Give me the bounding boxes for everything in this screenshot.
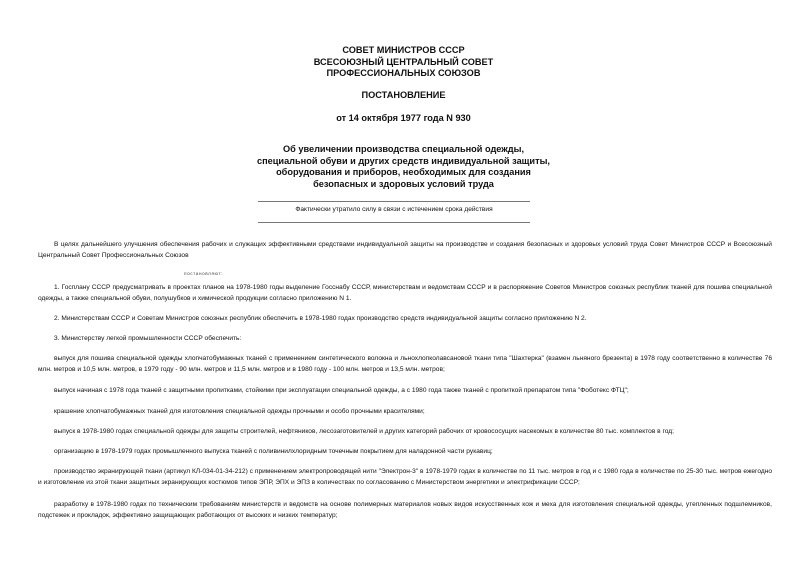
paragraph-text: производство экранирующей ткани (артикул КЛ-034-01-34-212) с применением электропроводящей нити "Электрон-3" в 1978-1979 годах в количестве по 11 тыс. метров в год и с 1980 года в количестве по 25-30 тыс. метров ежегодно и изготовление из этой ткани защитных экранирующих костюмов типов ЭПР, ЭПХ и ЭПЗ в количествах по согласованию с Министерством энергетики и электрификации СССР; — [38, 468, 772, 487]
issuer-line: ПРОФЕССИОНАЛЬНЫХ СОЮЗОВ — [326, 68, 481, 78]
paragraph-2 — [38, 313, 772, 324]
document-type: ПОСТАНОВЛЕНИЕ — [361, 90, 446, 100]
status-note-box — [258, 201, 530, 223]
paragraph-3 — [38, 333, 772, 344]
paragraph-text: крашение хлопчатобумажных тканей для изготовления специальной одежды прочными и особо прочными красителями; — [54, 408, 425, 415]
paragraph-3f — [38, 466, 772, 488]
paragraph-text: выпуск начиная с 1978 года тканей с защитными пропитками, стойкими при эксплуатации специальной одежды, а с 1980 года также тканей с пропиткой препаратом типа "Фоботекс ФТЦ"; — [54, 387, 629, 394]
paragraph-1 — [38, 282, 772, 304]
intro-text: В целях дальнейшего улучшения обеспечения рабочих и служащих эффективными средствами индивидуальной защиты на производстве и создания безопасных и здоровых условий труда Совет Министров СССР и Всесоюзный Центральный Совет Профессиональных Союзов — [38, 241, 772, 260]
issuer-heading — [0, 45, 807, 80]
paragraph-3e — [38, 446, 772, 457]
title-line: Об увеличении производства специальной одежды, — [282, 144, 525, 154]
paragraph-text: выпуск для пошива специальной одежды хлопчатобумажных тканей с применением синтетического волокна и льнохлопколавсановой ткани типа "Шахтерка" (взамен льняного брезента) в 1978 году соответственно в количестве 76 млн. метров и 10,5 млн. метров, в 1979 году - 90 млн. метров и 11,5 млн. метров и в 1980 году - 100 млн. метров и 13,5 млн. метров; — [38, 355, 772, 374]
document-date: от 14 октября 1977 года N 930 — [336, 113, 471, 123]
resolves-label: постановляют: — [184, 271, 224, 276]
issuer-line: СОВЕТ МИНИСТРОВ СССР — [342, 45, 465, 55]
paragraph-text: выпуск в 1978-1980 годах специальной одежды для защиты строителей, нефтяников, лесозаготовителей и других категорий рабочих от кровососущих насекомых в количестве 80 тыс. комплектов в год; — [54, 428, 674, 435]
paragraph-3a — [38, 353, 772, 375]
paragraph-3g — [38, 499, 772, 521]
paragraph-text: 3. Министерству легкой промышленности СССР обеспечить: — [54, 335, 242, 342]
paragraph-3d — [38, 426, 772, 437]
paragraph-text: 2. Министерствам СССР и Советам Министров союзных республик обеспечить в 1978-1980 годах производство средств индивидуальной защиты согласно приложению N 2. — [54, 315, 587, 322]
status-note: Фактически утратило силу в связи с истечением срока действия — [295, 206, 493, 213]
issuer-line: ВСЕСОЮЗНЫЙ ЦЕНТРАЛЬНЫЙ СОВЕТ — [313, 56, 494, 67]
title-line: специальной обуви и других средств индивидуальной защиты, — [257, 155, 550, 166]
paragraph-text: организацию в 1978-1979 годах промышленного выпуска тканей с поливинилхлоридным точечным покрытием для наладонной части рукавиц; — [54, 448, 493, 455]
title-line: оборудования и приборов, необходимых для создания — [276, 167, 531, 177]
document-title — [0, 144, 807, 190]
title-line: безопасных и здоровых условий труда — [313, 178, 494, 189]
paragraph-text: 1. Госплану СССР предусматривать в проектах планов на 1978-1980 годы выделение Госснабу СССР, министерствам и ведомствам СССР и в распоряжение Советов Министров союзных республик тканей для пошива специальной одежды, а также специальной обуви, полушубков и химической продукции согласно приложению N 1. — [38, 284, 772, 303]
paragraph-3b — [38, 385, 772, 396]
paragraph-3c — [38, 406, 772, 417]
paragraph-text: разработку в 1978-1980 годах по техническим требованиям министерств и ведомств на основе полимерных материалов новых видов искусственных кож и меха для изготовления специальной одежды, утепленных подшлемников, подстежек и прокладок, эффективно защищающих работающих от высоких и низких температур; — [38, 501, 772, 520]
intro-paragraph — [38, 239, 772, 261]
